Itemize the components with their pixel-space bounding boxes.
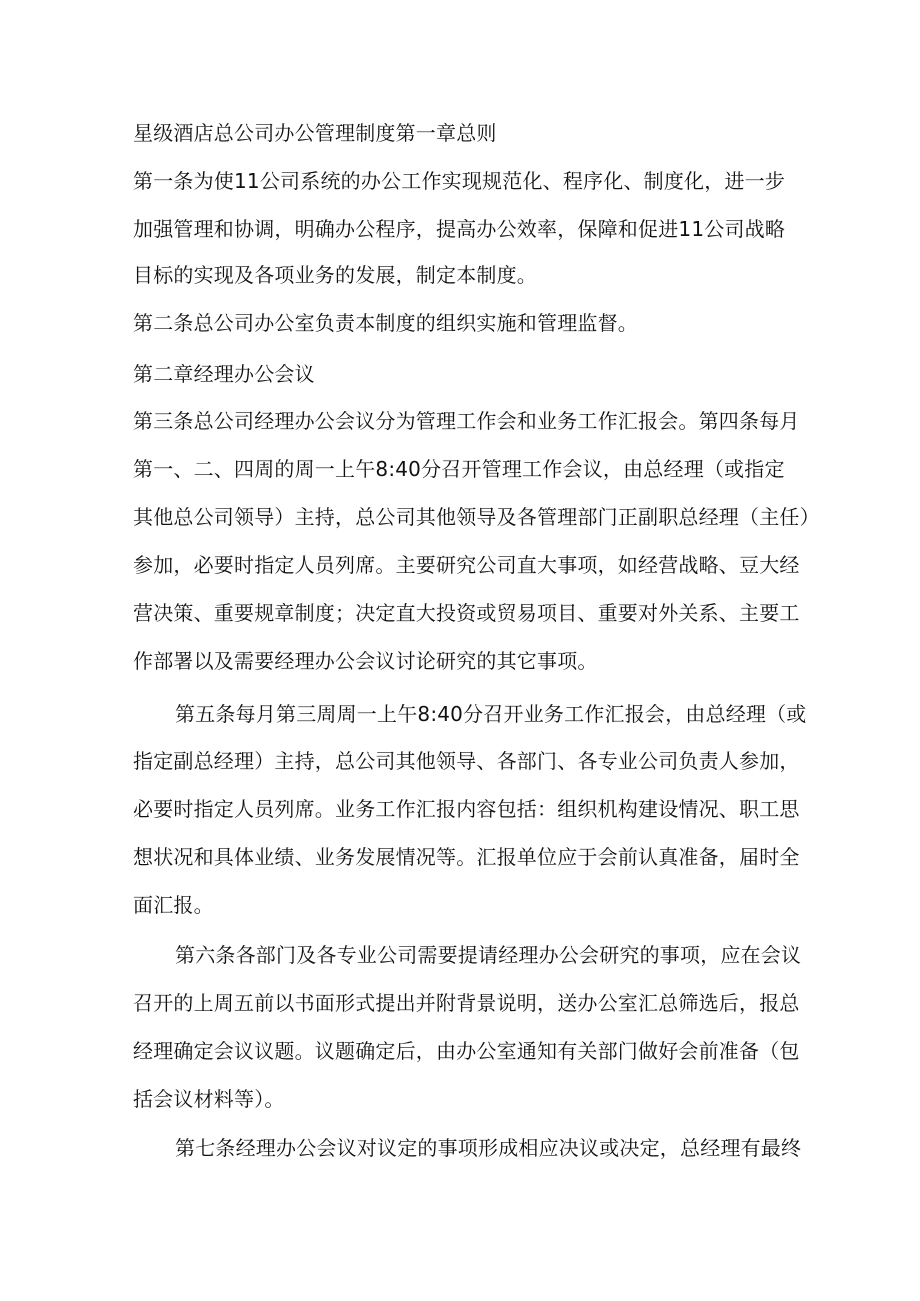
- text-line: 第七条经理办公会议对议定的事项形成相应决议或决定，总经理有最终: [175, 1136, 802, 1160]
- text-line: 想状况和具体业绩、业务发展情况等。汇报单位应于会前认真准备，届时全: [133, 845, 800, 869]
- text-line: 加强管理和协调，明确办公程序，提高办公效率，保障和促进11公司战略: [133, 217, 786, 241]
- text-line: 作部署以及需要经理办公会议讨论研究的其它事项。: [133, 649, 598, 673]
- text-line: 括会议材料等）。: [133, 1087, 285, 1111]
- text-line: 第三条总公司经理办公会议分为管理工作会和业务工作汇报会。第四条每月: [133, 409, 800, 433]
- text-line: 目标的实现及各项业务的发展，制定本制度。: [133, 263, 537, 287]
- text-line: 第六条各部门及各专业公司需要提请经理办公会研究的事项，应在会议: [175, 943, 802, 967]
- text-line: 营决策、重要规章制度；决定直大投资或贸易项目、重要对外关系、主要工: [133, 601, 800, 625]
- text-line: 其他总公司领导）主持，总公司其他领导及各管理部门正副职总经理（主任）: [133, 505, 820, 529]
- text-line: 参加，必要时指定人员列席。主要研究公司直大事项，如经营战略、豆大经: [133, 553, 800, 577]
- text-line: 召开的上周五前以书面形式提出并附背景说明，送办公室汇总筛选后，报总: [133, 991, 800, 1015]
- text-line: 面汇报。: [133, 893, 214, 917]
- text-line: 第一、二、四周的周一上午8:40分召开管理工作会议，由总经理（或指定: [133, 457, 785, 481]
- text-line: 第二条总公司办公室负责本制度的组织实施和管理监督。: [133, 311, 638, 335]
- chapter-heading: 第二章经理办公会议: [133, 362, 315, 386]
- text-line: 第一条为使11公司系统的办公工作实现规范化、程序化、制度化，进一步: [133, 169, 786, 193]
- text-line: 第五条每月第三周周一上午8:40分召开业务工作汇报会，由总经理（或: [175, 702, 807, 726]
- document-heading: 星级酒店总公司办公管理制度第一章总则: [133, 121, 497, 145]
- text-line: 指定副总经理）主持，总公司其他领导、各部门、各专业公司负责人参加，: [133, 749, 800, 773]
- text-line: 必要时指定人员列席。业务工作汇报内容包括：组织机构建设情况、职工思: [133, 797, 800, 821]
- text-line: 经理确定会议议题。议题确定后，由办公室通知有关部门做好会前准备（包: [133, 1039, 800, 1063]
